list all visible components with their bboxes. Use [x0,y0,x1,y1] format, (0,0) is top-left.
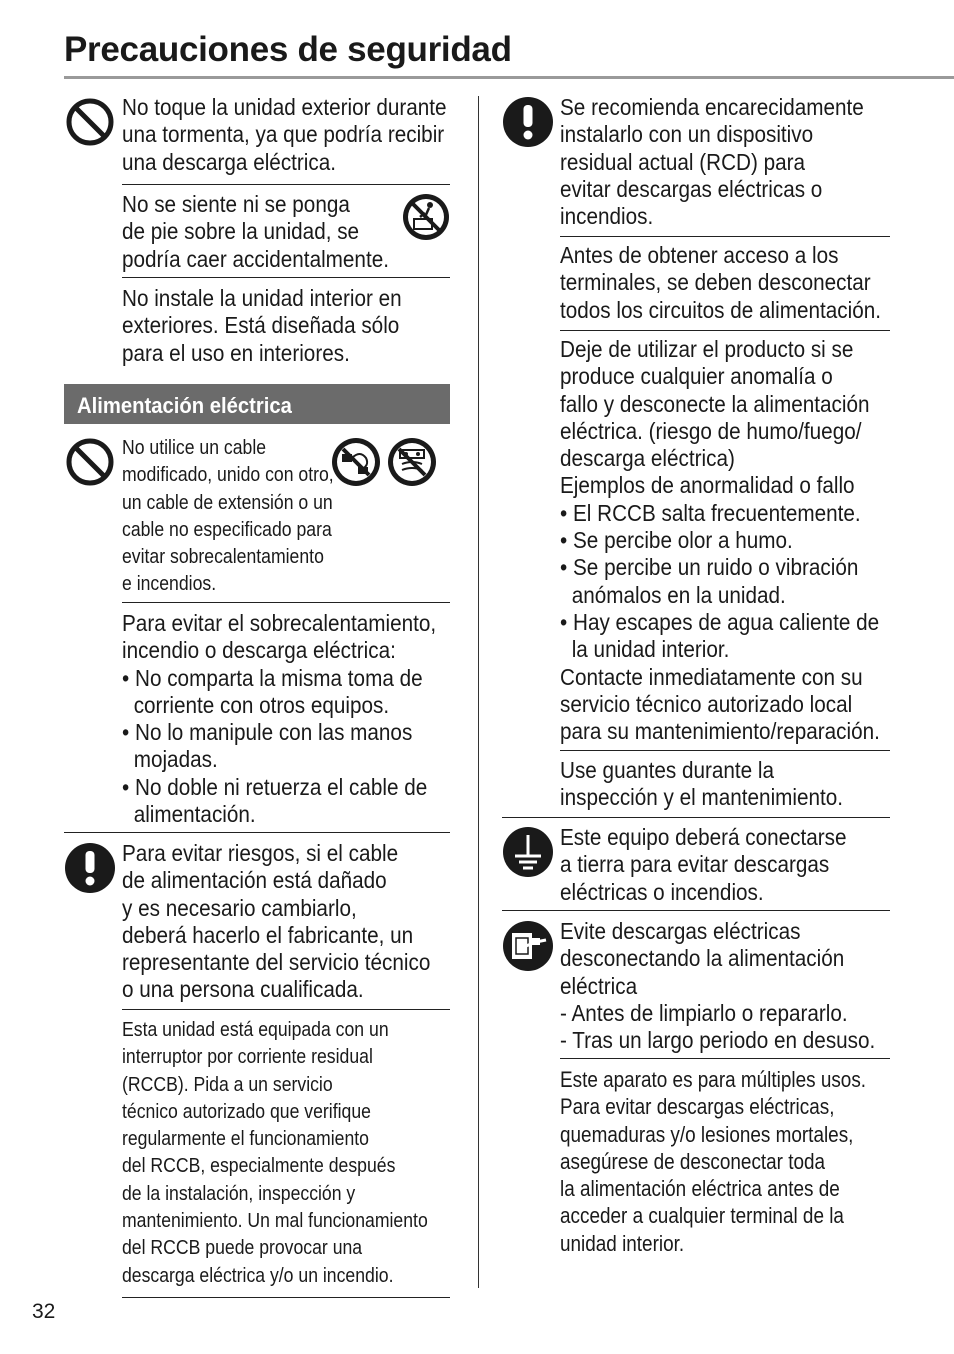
divider [122,1297,450,1298]
right-block-2: Antes de obtener acceso a los terminales, se deben desconectar todos los circuitos de alimentación. [560,242,882,323]
list-item: • No doble ni retuerza el cable de alimentación. [122,773,428,828]
divider [122,277,450,278]
no-bundled-cord-icon [386,436,438,488]
title-rule [64,76,954,79]
section-header [64,384,450,424]
mandatory-exclamation-icon [502,96,554,148]
right-block-1: Se recomienda encarecidamente instalarlo con un dispositivo residual actual (RCD) para evitar descargas eléctricas o incendios. [560,94,864,230]
list-item: • Se percibe un ruido o vibración anómalos en la unidad. [560,554,859,608]
divider [122,602,450,603]
right-block-7: Este aparato es para múltiples usos. Para evitar descargas eléctricas, quemaduras y/o lesiones mortales, asegúrese de desconectar toda la alimentación eléctrica antes de acceder a cualquier terminal de la unidad interior. [560,1067,867,1256]
left-block-1: No toque la unidad exterior durante una tormenta, ya que podría recibir una descarga eléctrica. [122,94,447,175]
no-stepping-icon [400,191,452,243]
prohibition-icon [64,436,116,488]
divider [122,184,450,185]
left-block-2: No se siente ni se ponga de pie sobre la unidad, se podría caer accidentalmente. [122,191,389,272]
divider [122,1009,450,1010]
left-block-3: No instale la unidad interior en exteriores. Está diseñada sólo para el uso en interiores. [122,285,402,366]
list-item: • Hay escapes de agua caliente de la unidad interior. [560,608,880,663]
prohibition-icon [64,96,116,148]
no-extension-cord-icon [330,436,382,488]
page-title: Precauciones de seguridad [64,30,512,69]
divider [560,750,890,751]
list-item: • No lo manipule con las manos mojadas. [122,719,413,773]
unplug-power-icon [502,920,554,972]
list-item: • Se percibe olor a humo. [560,527,793,554]
right-block-3: Deje de utilizar el producto si se produce cualquier anomalía o fallo y desconecte la alimentación eléctrica. (riesgo de humo/fuego/ descarga eléctrica) Ejemplos de anormalidad o fallo • El RCCB salta frecuentemente. • Se percibe olor a humo. • Se percibe un ruido o vibración anómalos en la unidad. • Hay escapes de agua caliente de la unidad interior. Contacte inmediatamente con su servicio técnico autorizado local para su mantenimiento/reparación. [560,336,880,745]
page-number: 32 [32,1300,56,1323]
mandatory-exclamation-icon [64,842,116,894]
ground-earth-icon [502,826,554,878]
divider [502,910,890,911]
left-block-6: Para evitar riesgos, si el cable de alimentación está dañado y es necesario cambiarlo, deberá hacerlo el fabricante, un representante del servicio técnico o una persona cualificada. [122,840,431,1003]
section-title: Alimentación eléctrica [77,393,292,418]
right-block-5: Este equipo deberá conectarse a tierra para evitar descargas eléctricas o incendios. [560,824,847,905]
divider [560,330,890,331]
left-block-4: No utilice un cable modificado, unido con otro, un cable de extensión o un cable no especificado para evitar sobrecalentamiento e incendios. [122,436,334,596]
divider [64,832,450,833]
divider [560,236,890,237]
left-block-5: Para evitar el sobrecalentamiento, incendio o descarga eléctrica: • No comparta la misma toma de corriente con otros equipos. • No lo manipule con las manos mojadas. • No doble ni retuerza el cable de alimentación. [122,610,437,828]
left-block-7: Esta unidad está equipada con un interruptor por corriente residual (RCCB). Pida a un servicio técnico autorizado que verifique regularmente el funcionamiento del RCCB, especialmente después de la instalación, inspección y mantenimiento. Un mal funcionamiento del RCCB puede provocar una descarga eléctrica y/o un incendio. [122,1018,428,1287]
divider [560,1058,890,1059]
column-divider [478,96,479,1288]
divider [502,817,890,818]
right-block-4: Use guantes durante la inspección y el mantenimiento. [560,757,844,811]
right-block-6: Evite descargas eléctricas desconectando la alimentación eléctrica - Antes de limpiarlo o repararlo. - Tras un largo periodo en desuso. [560,918,876,1054]
list-item: • No comparta la misma toma de corriente con otros equipos. [122,664,423,718]
list-item: • El RCCB salta frecuentemente. [560,499,861,526]
